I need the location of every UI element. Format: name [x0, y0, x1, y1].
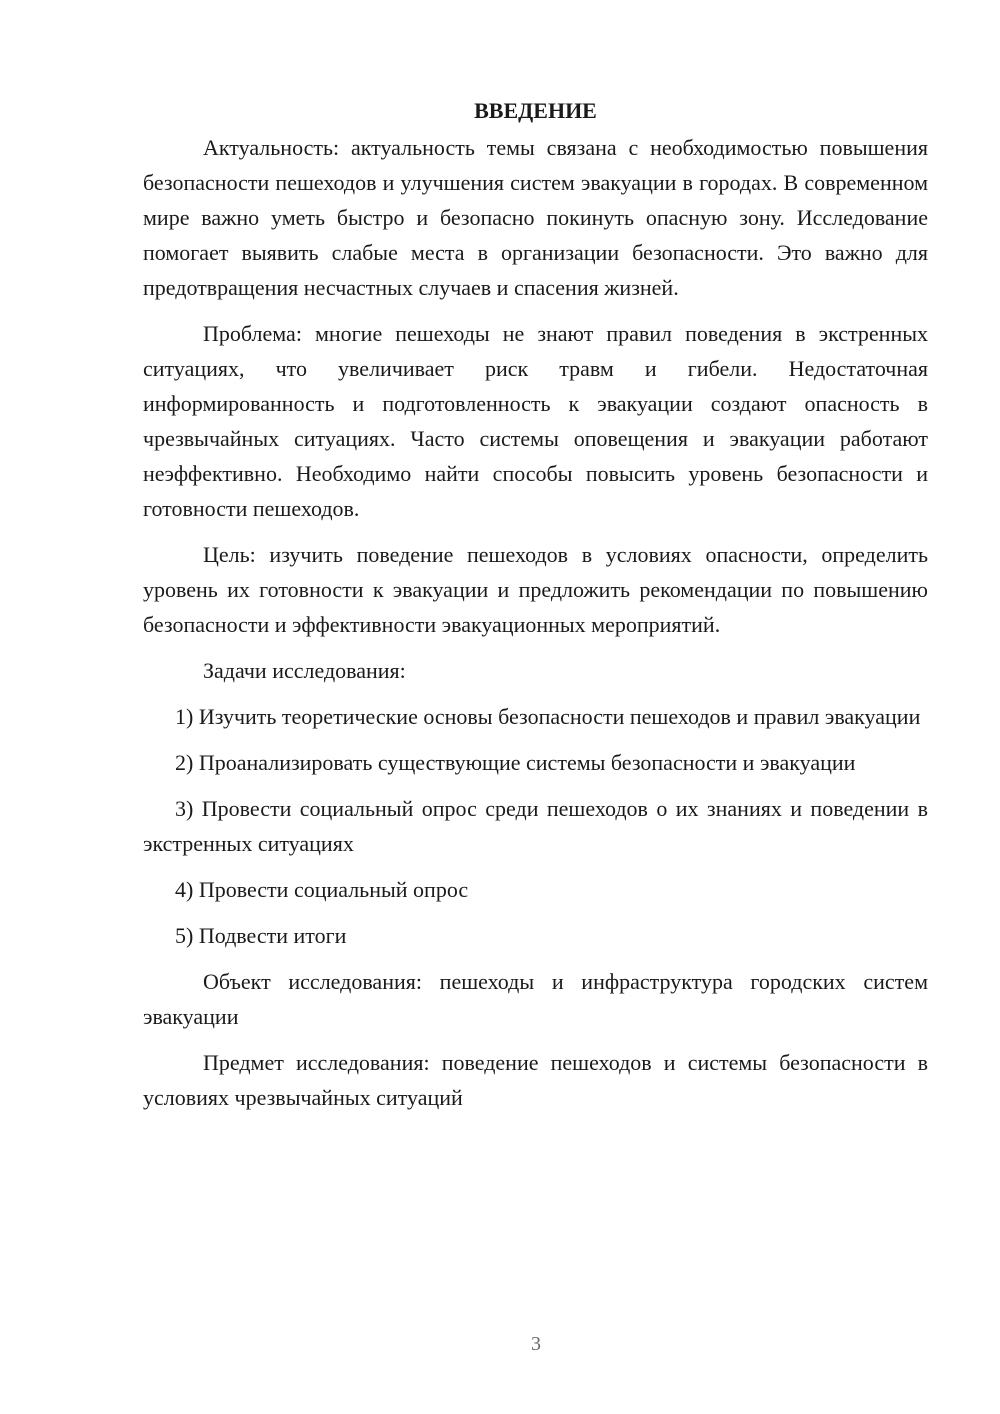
task-item: 3) Провести социальный опрос среди пешеходов о их знаниях и поведении в экстренных ситуациях — [143, 796, 928, 856]
paragraph-object: Объект исследования: пешеходы и инфраструктура городских систем эвакуации — [143, 969, 928, 1029]
document-page — [143, 96, 928, 1126]
page-number: 3 — [531, 1333, 541, 1355]
task-item: 1) Изучить теоретические основы безопасности пешеходов и правил эвакуации — [175, 704, 921, 729]
page-title: ВВЕДЕНИЕ — [474, 98, 597, 123]
tasks-heading: Задачи исследования: — [203, 658, 406, 683]
task-item: 4) Провести социальный опрос — [175, 877, 469, 902]
task-item: 2) Проанализировать существующие системы безопасности и эвакуации — [175, 750, 856, 775]
paragraph-subject: Предмет исследования: поведение пешеходов и системы безопасности в условиях чрезвычайных ситуаций — [143, 1050, 928, 1110]
task-item: 5) Подвести итоги — [175, 923, 347, 948]
paragraph-goal: Цель: изучить поведение пешеходов в условиях опасности, определить уровень их готовности к эвакуации и предложить рекомендации по повышению безопасности и эффективности эвакуационных мероприятий. — [143, 542, 928, 637]
paragraph-problem: Проблема: многие пешеходы не знают правил поведения в экстренных ситуациях, что увеличивает риск травм и гибели. Недостаточная информированность и подготовленность к эвакуации создают опасность в чрезвычайных ситуациях. Часто системы оповещения и эвакуации работают неэффективно. Необходимо найти способы повысить уровень безопасности и готовности пешеходов. — [143, 321, 928, 521]
paragraph-relevance: Актуальность: актуальность темы связана с необходимостью повышения безопасности пешеходов и улучшения систем эвакуации в городах. В современном мире важно уметь быстро и безопасно покинуть опасную зону. Исследование помогает выявить слабые места в организации безопасности. Это важно для предотвращения несчастных случаев и спасения жизней. — [143, 135, 928, 300]
